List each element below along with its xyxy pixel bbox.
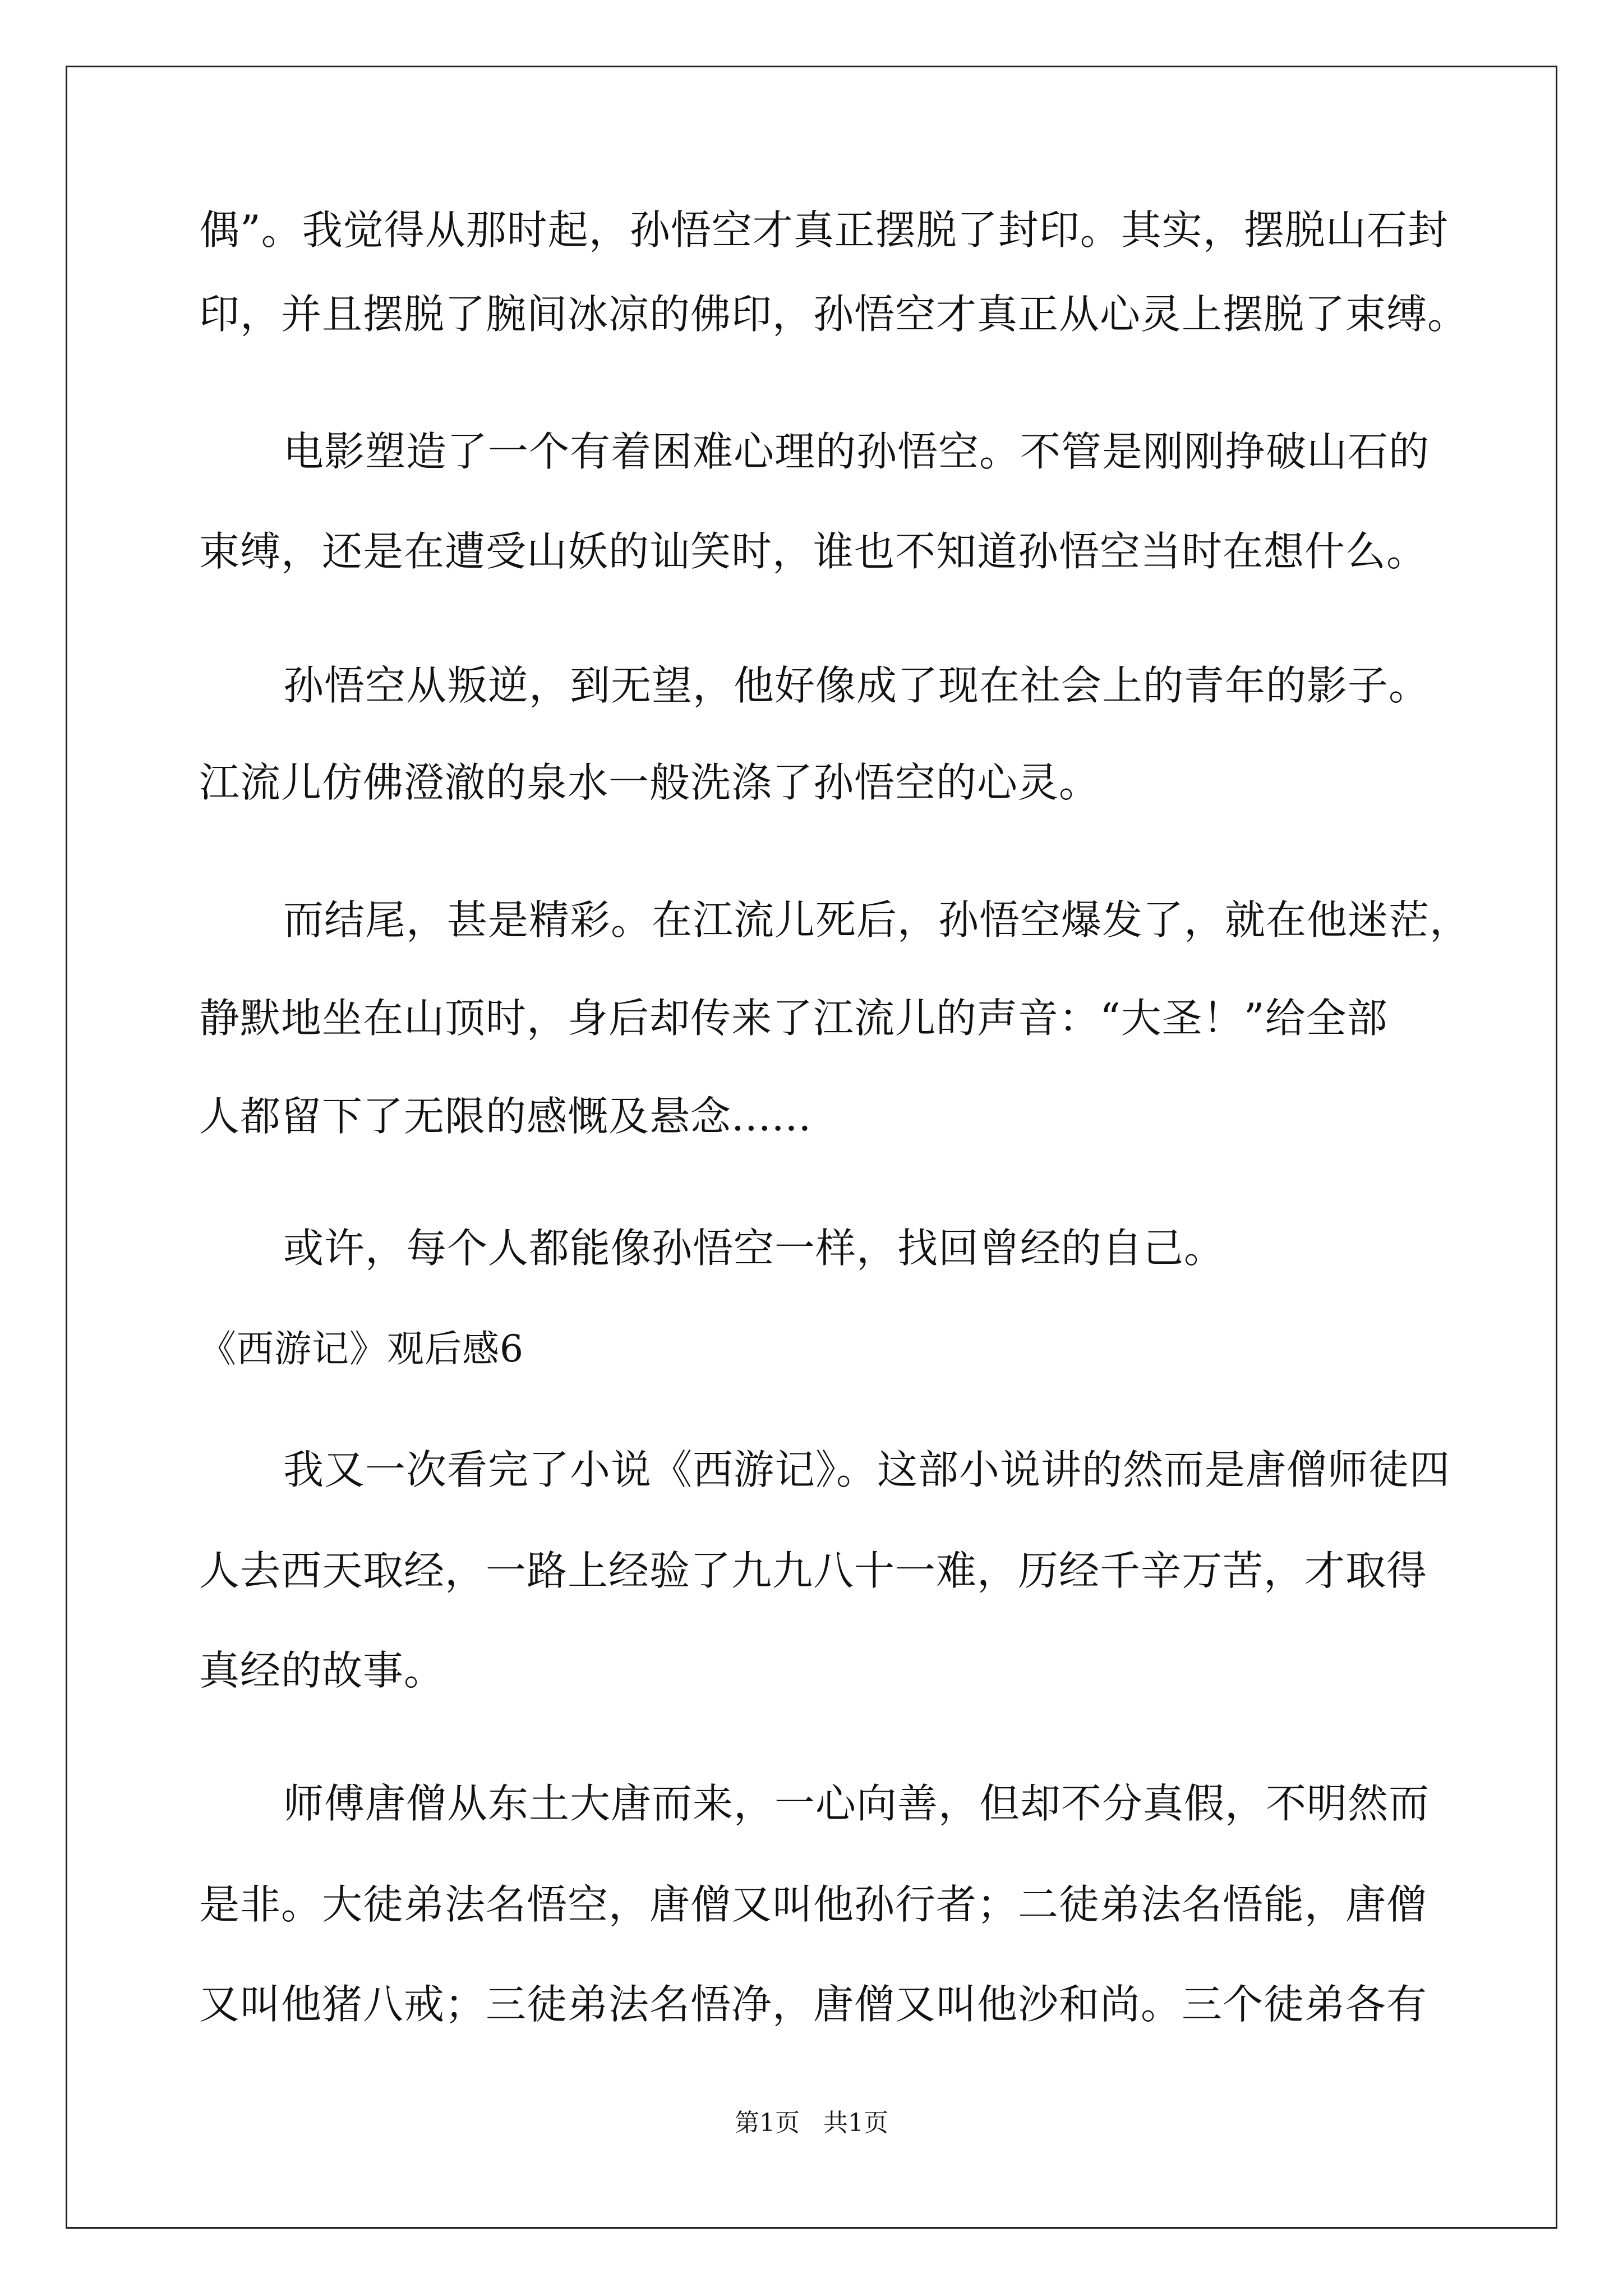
text-line: 偶”。我觉得从那时起，孙悟空才真正摆脱了封印。其实，摆脱山石封 [199, 206, 1449, 254]
paragraph-start: 或许，每个人都能像孙悟空一样，找回曾经的自己。 [283, 1225, 1225, 1272]
text-line: 真经的故事。 [199, 1647, 445, 1694]
text-line: 束缚，还是在遭受山妖的讪笑时，谁也不知道孙悟空当时在想什么。 [199, 528, 1428, 575]
text-line: 静默地坐在山顶时，身后却传来了江流儿的声音：“大圣！”给全部 [199, 995, 1388, 1042]
section-heading: 《西游记》观后感6 [199, 1327, 524, 1370]
paragraph-start: 而结尾，甚是精彩。在江流儿死后，孙悟空爆发了，就在他迷茫， [283, 896, 1471, 944]
text-line: 江流儿仿佛澄澈的泉水一般洗涤了孙悟空的心灵。 [199, 759, 1100, 806]
text-line: 人都留下了无限的感慨及悬念...... [199, 1093, 812, 1140]
page-footer: 第1页 共1页 [735, 2109, 888, 2137]
paragraph-start: 我又一次看完了小说《西游记》。这部小说讲的然而是唐僧师徒四 [283, 1446, 1451, 1493]
text-line: 印，并且摆脱了腕间冰凉的佛印，孙悟空才真正从心灵上摆脱了束缚。 [199, 291, 1469, 338]
text-line: 人去西天取经，一路上经验了九九八十一难，历经千辛万苦，才取得 [199, 1547, 1428, 1594]
paragraph-start: 孙悟空从叛逆，到无望，他好像成了现在社会上的青年的影子。 [283, 662, 1430, 709]
paragraph-start: 电影塑造了一个有着困难心理的孙悟空。不管是刚刚挣破山石的 [283, 428, 1430, 475]
text-line: 又叫他猪八戒；三徒弟法名悟净，唐僧又叫他沙和尚。三个徒弟各有 [199, 1981, 1428, 2028]
paragraph-start: 师傅唐僧从东土大唐而来，一心向善，但却不分真假，不明然而 [283, 1780, 1430, 1827]
text-line: 是非。大徒弟法名悟空，唐僧又叫他孙行者；二徒弟法名悟能，唐僧 [199, 1881, 1428, 1928]
